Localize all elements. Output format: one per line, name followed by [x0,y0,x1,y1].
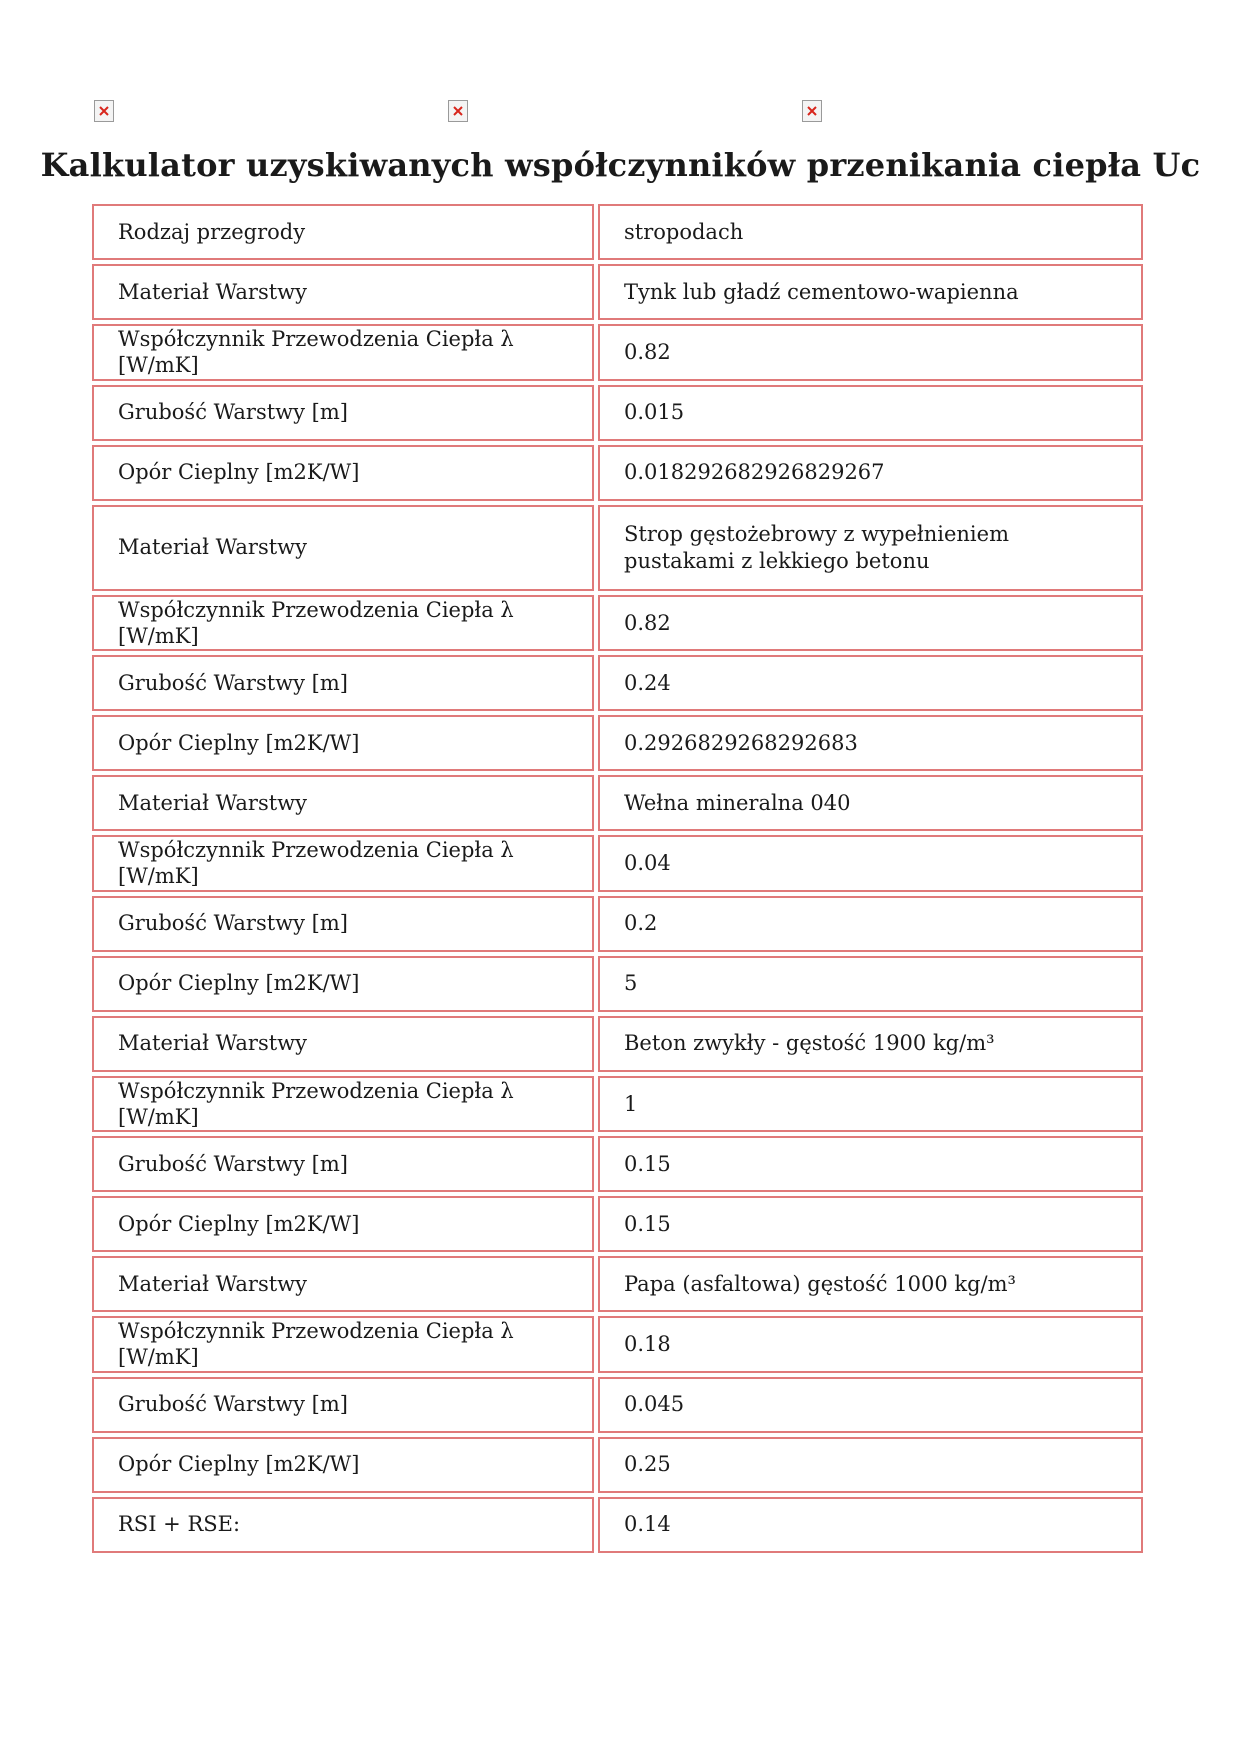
row-label: Grubość Warstwy [m] [92,385,594,441]
table-row [92,264,1143,320]
row-value: stropodach [598,204,1143,260]
row-value: Papa (asfaltowa) gęstość 1000 kg/m³ [598,1256,1143,1312]
row-value: 0.2926829268292683 [598,715,1143,771]
row-value: 0.045 [598,1377,1143,1433]
table-row [92,1136,1143,1192]
table-row [92,1377,1143,1433]
table-row [92,385,1143,441]
row-label: RSI + RSE: [92,1497,594,1553]
row-label: Opór Cieplny [m2K/W] [92,715,594,771]
page-title: Kalkulator uzyskiwanych współczynników przenikania ciepła Uc [40,146,1201,184]
row-value: Tynk lub gładź cementowo-wapienna [598,264,1143,320]
broken-image-icon [94,100,114,122]
row-label: Grubość Warstwy [m] [92,896,594,952]
row-value: Strop gęstożebrowy z wypełnieniem pustakami z lekkiego betonu [598,505,1143,591]
table-row [92,445,1143,501]
row-value: 0.14 [598,1497,1143,1553]
row-value: Wełna mineralna 040 [598,775,1143,831]
broken-image-icon [448,100,468,122]
row-label: Rodzaj przegrody [92,204,594,260]
row-label: Współczynnik Przewodzenia Ciepła λ [W/mK] [92,1316,594,1373]
header-image-row [0,100,1241,124]
row-value: 1 [598,1076,1143,1133]
row-label: Opór Cieplny [m2K/W] [92,445,594,501]
row-label: Grubość Warstwy [m] [92,1136,594,1192]
row-value: 0.82 [598,595,1143,652]
table-row [92,505,1143,591]
table-row [92,835,1143,892]
table-row [92,896,1143,952]
table-row [92,1196,1143,1252]
row-label: Współczynnik Przewodzenia Ciepła λ [W/mK] [92,595,594,652]
row-label: Materiał Warstwy [92,505,594,591]
table-row [92,1497,1143,1553]
row-label: Materiał Warstwy [92,264,594,320]
table-row [92,1076,1143,1133]
table-row [92,775,1143,831]
row-value: Beton zwykły - gęstość 1900 kg/m³ [598,1016,1143,1072]
row-value: 0.04 [598,835,1143,892]
row-label: Materiał Warstwy [92,1256,594,1312]
table-row [92,204,1143,260]
table-row [92,1437,1143,1493]
row-value: 0.15 [598,1136,1143,1192]
table-row [92,655,1143,711]
broken-image-icon [802,100,822,122]
row-value: 0.25 [598,1437,1143,1493]
row-label: Współczynnik Przewodzenia Ciepła λ [W/mK] [92,324,594,381]
row-label: Opór Cieplny [m2K/W] [92,1437,594,1493]
row-label: Opór Cieplny [m2K/W] [92,1196,594,1252]
row-label: Grubość Warstwy [m] [92,1377,594,1433]
table-row [92,1016,1143,1072]
row-label: Materiał Warstwy [92,1016,594,1072]
table-row [92,1256,1143,1312]
row-value: 0.82 [598,324,1143,381]
row-value: 0.24 [598,655,1143,711]
table-row [92,595,1143,652]
row-label: Współczynnik Przewodzenia Ciepła λ [W/mK] [92,835,594,892]
row-label: Materiał Warstwy [92,775,594,831]
table-row [92,715,1143,771]
row-value: 5 [598,956,1143,1012]
row-label: Grubość Warstwy [m] [92,655,594,711]
row-label: Współczynnik Przewodzenia Ciepła λ [W/mK] [92,1076,594,1133]
calculator-table [88,200,1147,1557]
row-value: 0.15 [598,1196,1143,1252]
row-value: 0.2 [598,896,1143,952]
table-row [92,1316,1143,1373]
row-value: 0.018292682926829267 [598,445,1143,501]
table-row [92,324,1143,381]
row-value: 0.015 [598,385,1143,441]
row-value: 0.18 [598,1316,1143,1373]
row-label: Opór Cieplny [m2K/W] [92,956,594,1012]
table-row [92,956,1143,1012]
